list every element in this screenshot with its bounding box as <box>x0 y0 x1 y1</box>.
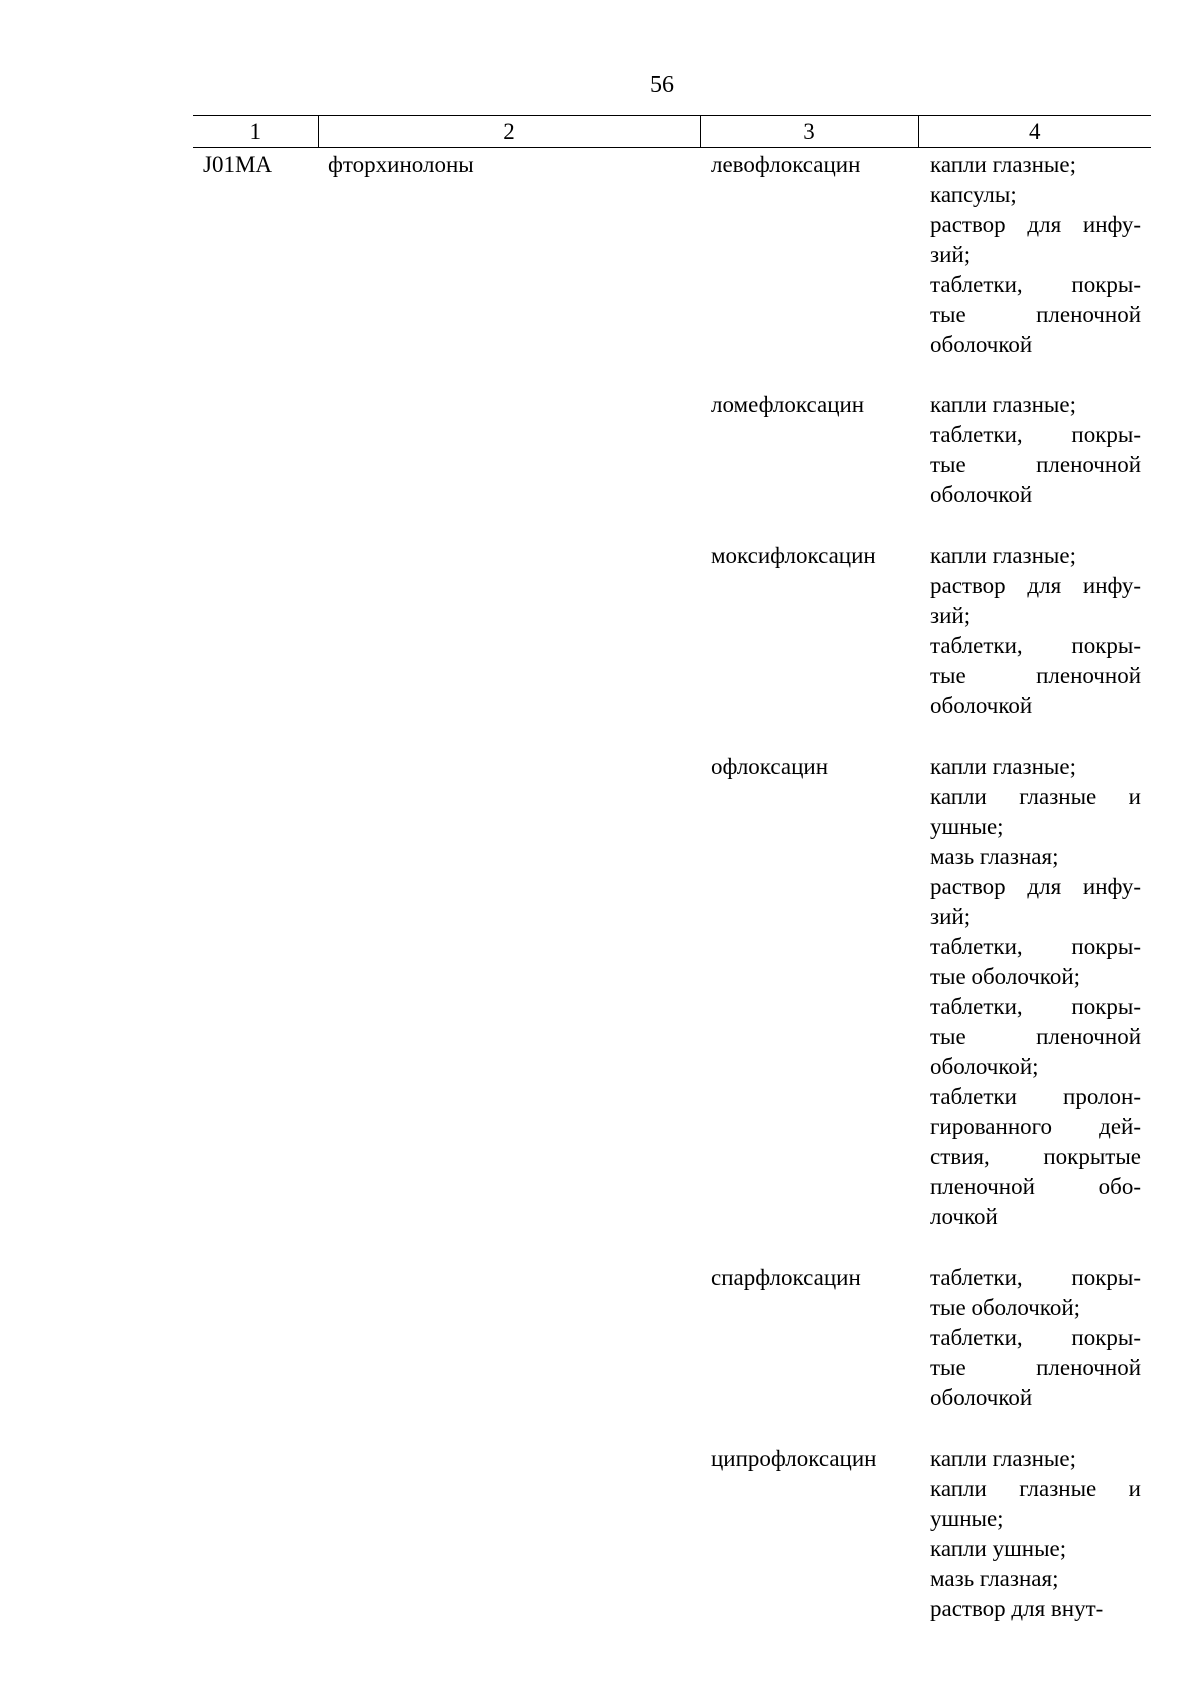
dosage-form-line: гированного дей- <box>930 1114 1141 1139</box>
drug-entry <box>700 390 1151 510</box>
dosage-form-line: таблетки, покры- <box>930 422 1141 447</box>
dosage-form-line: таблетки, покры- <box>930 994 1141 1019</box>
entry-spacer <box>700 510 1151 541</box>
page-number: 56 <box>650 72 674 98</box>
dosage-form-line: зий; <box>930 603 971 628</box>
dosage-form-line: тые пленочной <box>930 1355 1141 1380</box>
dosage-form-line: ушные; <box>930 1506 1004 1531</box>
drug-name: левофлоксацин <box>711 152 861 177</box>
dosage-form-line: оболочкой <box>930 482 1033 507</box>
dosage-form-line: мазь глазная; <box>930 844 1059 869</box>
dosage-form-line: оболочкой <box>930 693 1033 718</box>
dosage-form-line: капли ушные; <box>930 1536 1067 1561</box>
column-header-4: 4 <box>918 116 1151 148</box>
drug-name: ломефлоксацин <box>711 392 865 417</box>
drug-entry <box>700 150 1151 360</box>
dosage-form-line: таблетки, покры- <box>930 1265 1141 1290</box>
dosage-form-line: ушные; <box>930 814 1004 839</box>
dosage-form-line: тые оболочкой; <box>930 964 1081 989</box>
dosage-form-line: таблетки, покры- <box>930 1325 1141 1350</box>
dosage-form-line: пленочной обо- <box>930 1174 1141 1199</box>
dosage-form-line: капли глазные; <box>930 392 1076 417</box>
drug-list <box>700 148 1151 1625</box>
dosage-form-line: таблетки, покры- <box>930 272 1141 297</box>
dosage-forms <box>918 541 1151 721</box>
dosage-forms <box>918 752 1151 1232</box>
dosage-form-line: капли глазные; <box>930 1446 1076 1471</box>
dosage-form-line: зий; <box>930 242 971 267</box>
dosage-form-line: тые пленочной <box>930 663 1141 688</box>
dosage-form-line: капсулы; <box>930 182 1017 207</box>
drug-name: спарфлоксацин <box>711 1265 861 1290</box>
drug-entry <box>700 1444 1151 1624</box>
dosage-form-line: капли глазные; <box>930 543 1076 568</box>
dosage-form-line: оболочкой <box>930 332 1033 357</box>
drug-entry <box>700 1263 1151 1413</box>
entry-spacer <box>700 721 1151 752</box>
dosage-form-line: капли глазные; <box>930 754 1076 779</box>
entry-spacer <box>700 1413 1151 1444</box>
drug-table <box>193 115 1151 1624</box>
dosage-form-line: ствия, покрытые <box>930 1144 1141 1169</box>
dosage-form-line: оболочкой; <box>930 1054 1039 1079</box>
table-header-row <box>193 116 1151 148</box>
dosage-form-line: раствор для инфу- <box>930 212 1141 237</box>
dosage-form-line: раствор для инфу- <box>930 573 1141 598</box>
dosage-form-line: оболочкой <box>930 1385 1033 1410</box>
dosage-form-line: лочкой <box>930 1204 998 1229</box>
dosage-form-line: капли глазные и <box>930 1476 1141 1501</box>
dosage-form-line: зий; <box>930 904 971 929</box>
dosage-form-line: тые пленочной <box>930 1024 1141 1049</box>
column-header-3: 3 <box>700 116 918 148</box>
drug-entry <box>700 541 1151 721</box>
dosage-forms <box>918 150 1151 360</box>
dosage-form-line: мазь глазная; <box>930 1566 1059 1591</box>
column-header-1: 1 <box>193 116 318 148</box>
dosage-forms <box>918 1444 1151 1624</box>
entry-spacer <box>700 360 1151 390</box>
drug-name: моксифлоксацин <box>711 543 876 568</box>
drug-entry <box>700 752 1151 1232</box>
dosage-form-line: раствор для внут- <box>930 1596 1104 1621</box>
dosage-form-line: таблетки, покры- <box>930 934 1141 959</box>
dosage-form-line: таблетки, покры- <box>930 633 1141 658</box>
dosage-form-line: таблетки пролон- <box>930 1084 1141 1109</box>
atc-code: J01MA <box>203 152 273 177</box>
dosage-form-line: капли глазные; <box>930 152 1076 177</box>
drug-name: офлоксацин <box>711 754 829 779</box>
dosage-form-line: раствор для инфу- <box>930 874 1141 899</box>
dosage-form-line: капли глазные и <box>930 784 1141 809</box>
dosage-form-line: тые пленочной <box>930 452 1141 477</box>
dosage-forms <box>918 1263 1151 1413</box>
group-name: фторхинолоны <box>328 152 474 177</box>
drug-name: ципрофлоксацин <box>711 1446 877 1471</box>
dosage-form-line: тые оболочкой; <box>930 1295 1081 1320</box>
dosage-form-line: тые пленочной <box>930 302 1141 327</box>
column-header-2: 2 <box>318 116 700 148</box>
dosage-forms <box>918 390 1151 510</box>
table-row <box>193 148 1151 1625</box>
entry-spacer <box>700 1232 1151 1263</box>
